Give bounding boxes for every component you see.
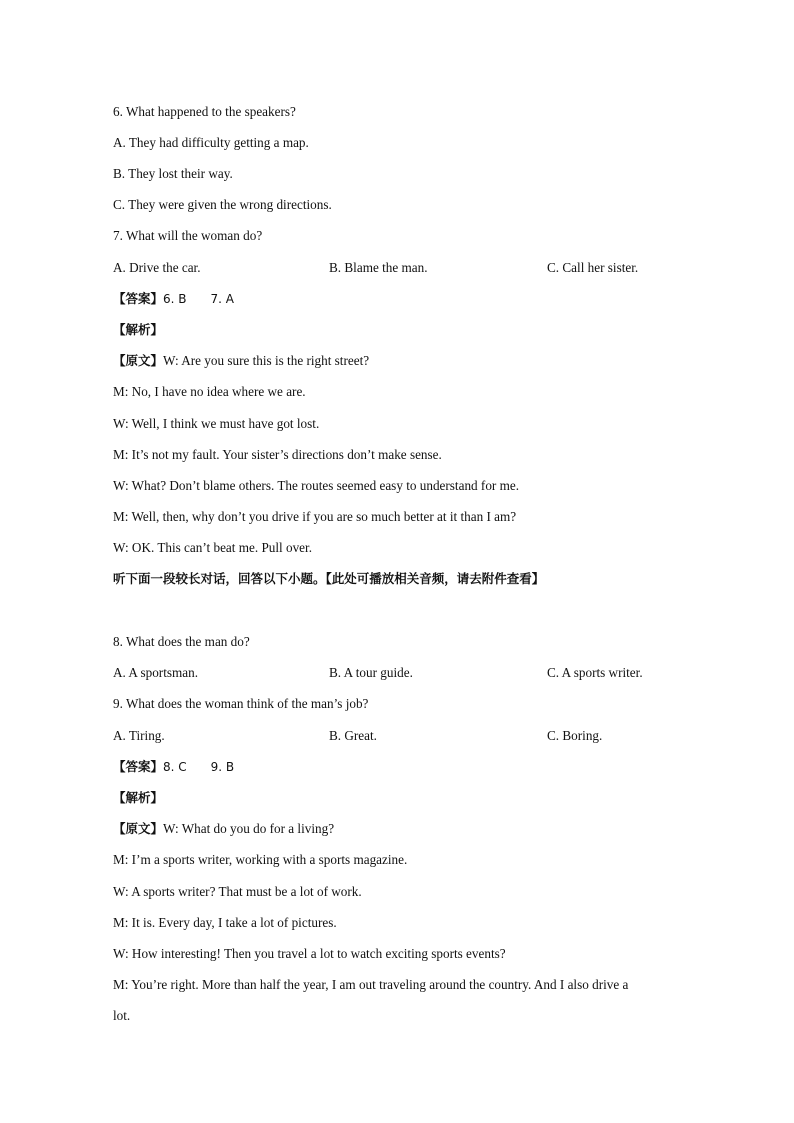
analysis-tag: 【解析】 [113,322,164,337]
listening-instruction: 听下面一段较长对话，回答以下小题。【此处可播放相关音频，请去附件查看】 [113,571,545,586]
answer-tag: 【答案】 [113,759,164,774]
q6-option-b: B. They lost their way. [113,166,233,181]
q7-option-c: C. Call her sister. [547,260,639,275]
answer-line-2 [113,759,234,775]
answer-7: 7. A [210,292,234,306]
transcript-1-line-1: M: No, I have no idea where we are. [113,384,306,399]
answer-6: 6. B [163,292,187,306]
original-tag: 【原文】 [113,353,164,368]
answer-tag: 【答案】 [113,291,164,306]
analysis-line-2 [113,790,163,806]
q6-option-c: C. They were given the wrong directions. [113,197,332,212]
q8-option-b: B. A tour guide. [329,665,413,680]
original-tag: 【原文】 [113,821,164,836]
question-8: 8. What does the man do? [113,634,250,649]
transcript-2-line-0 [113,821,334,837]
transcript-2-line-3: M: It is. Every day, I take a lot of pictures. [113,915,337,930]
question-6: 6. What happened to the speakers? [113,104,296,119]
transcript-1-line-5: M: Well, then, why don’t you drive if you are so much better at it than I am? [113,509,517,524]
answer-9: 9. B [210,760,235,774]
analysis-line-1 [113,322,163,338]
q8-option-a: A. A sportsman. [113,665,198,680]
q6-option-a: A. They had difficulty getting a map. [113,135,309,150]
transcript-2-line-6: lot. [113,1008,131,1023]
transcript-1-line-6: W: OK. This can’t beat me. Pull over. [113,540,312,555]
transcript-2-line-4: W: How interesting! Then you travel a lot to watch exciting sports events? [113,946,506,961]
transcript-1-line-0 [113,353,369,369]
transcript-text: W: What do you do for a living? [163,821,335,836]
q7-option-a: A. Drive the car. [113,260,201,275]
q8-option-c: C. A sports writer. [547,665,643,680]
q7-option-b: B. Blame the man. [329,260,428,275]
transcript-1-line-3: M: It’s not my fault. Your sister’s directions don’t make sense. [113,447,442,462]
transcript-1-line-2: W: Well, I think we must have got lost. [113,416,320,431]
transcript-1-line-4: W: What? Don’t blame others. The routes seemed easy to understand for me. [113,478,520,493]
q9-option-b: B. Great. [329,728,377,743]
answer-8: 8. C [163,760,187,774]
question-7: 7. What will the woman do? [113,228,263,243]
transcript-text: W: Are you sure this is the right street? [163,353,370,368]
transcript-2-line-1: M: I’m a sports writer, working with a sports magazine. [113,852,408,867]
q9-option-a: A. Tiring. [113,728,165,743]
answer-line-1 [113,291,234,307]
q9-option-c: C. Boring. [547,728,603,743]
question-9: 9. What does the woman think of the man’s job? [113,696,369,711]
analysis-tag: 【解析】 [113,790,164,805]
transcript-2-line-2: W: A sports writer? That must be a lot of work. [113,884,362,899]
transcript-2-line-5: M: You’re right. More than half the year, I am out traveling around the country. And I also drive a [113,977,629,992]
